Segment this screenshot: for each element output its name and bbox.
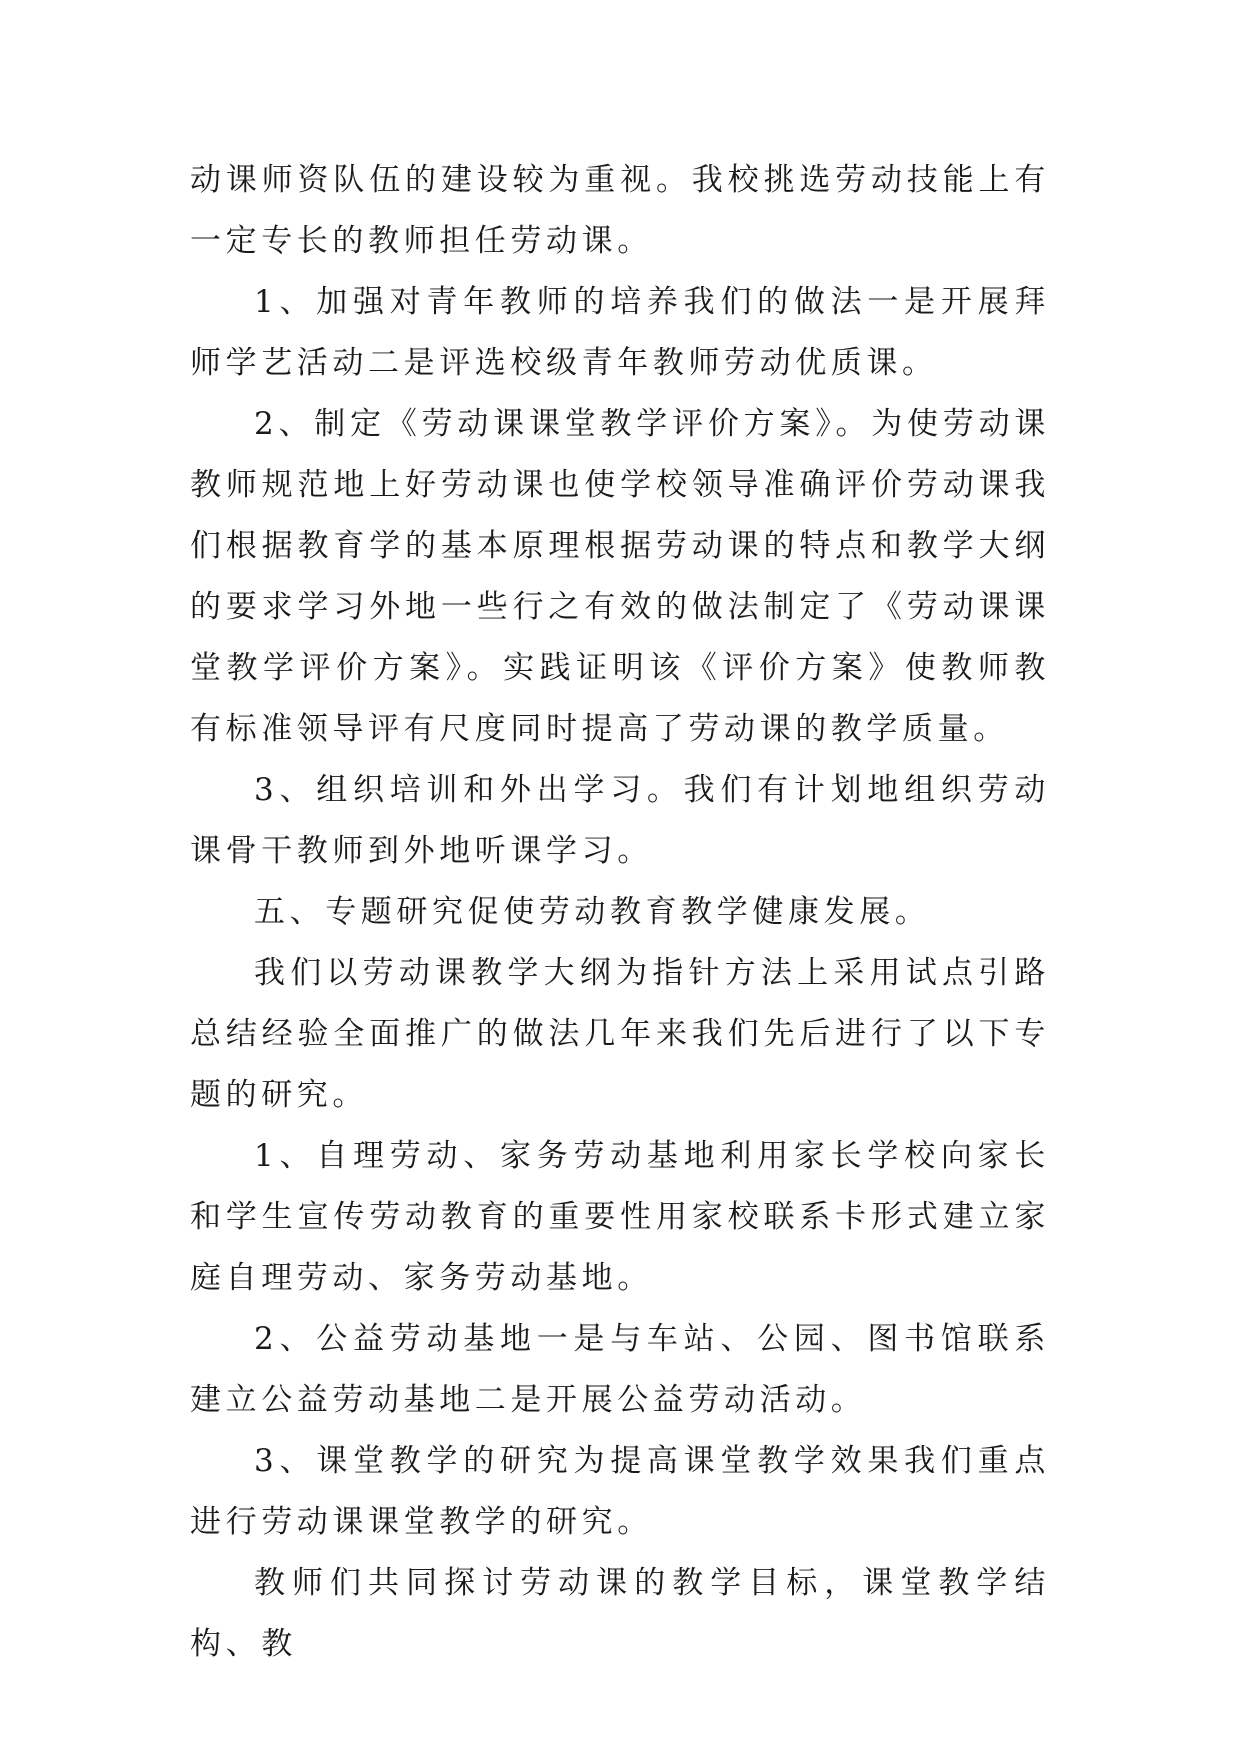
paragraph-2: 1、加强对青年教师的培养我们的做法一是开展拜师学艺活动二是评选校级青年教师劳动优质课。 xyxy=(190,284,1050,381)
paragraph-8: 2、公益劳动基地一是与车站、公园、图书馆联系建立公益劳动基地二是开展公益劳动活动。 xyxy=(190,1321,1050,1418)
paragraph-6: 我们以劳动课教学大纲为指针方法上采用试点引路总结经验全面推广的做法几年来我们先后进行了以下专题的研究。 xyxy=(190,955,1050,1113)
section-heading-5: 五、专题研究促使劳动教育教学健康发展。 xyxy=(254,894,931,930)
paragraph-9: 3、课堂教学的研究为提高课堂教学效果我们重点进行劳动课课堂教学的研究。 xyxy=(190,1443,1050,1540)
paragraph-1: 动课师资队伍的建设较为重视。我校挑选劳动技能上有一定专长的教师担任劳动课。 xyxy=(190,162,1050,259)
paragraph-4: 3、组织培训和外出学习。我们有计划地组织劳动课骨干教师到外地听课学习。 xyxy=(190,772,1050,869)
paragraph-3: 2、制定《劳动课课堂教学评价方案》。为使劳动课教师规范地上好劳动课也使学校领导准确评价劳动课我们根据教育学的基本原理根据劳动课的特点和教学大纲的要求学习外地一些行之有效的做法制定了《劳动课课堂教学评价方案》。实践证明该《评价方案》使教师教有标准领导评有尺度同时提高了劳动课的教学质量。 xyxy=(190,406,1050,747)
document-body xyxy=(190,150,1050,1675)
paragraph-10: 教师们共同探讨劳动课的教学目标，课堂教学结构、教 xyxy=(190,1565,1050,1662)
paragraph-7: 1、自理劳动、家务劳动基地利用家长学校向家长和学生宣传劳动教育的重要性用家校联系卡形式建立家庭自理劳动、家务劳动基地。 xyxy=(190,1138,1050,1296)
